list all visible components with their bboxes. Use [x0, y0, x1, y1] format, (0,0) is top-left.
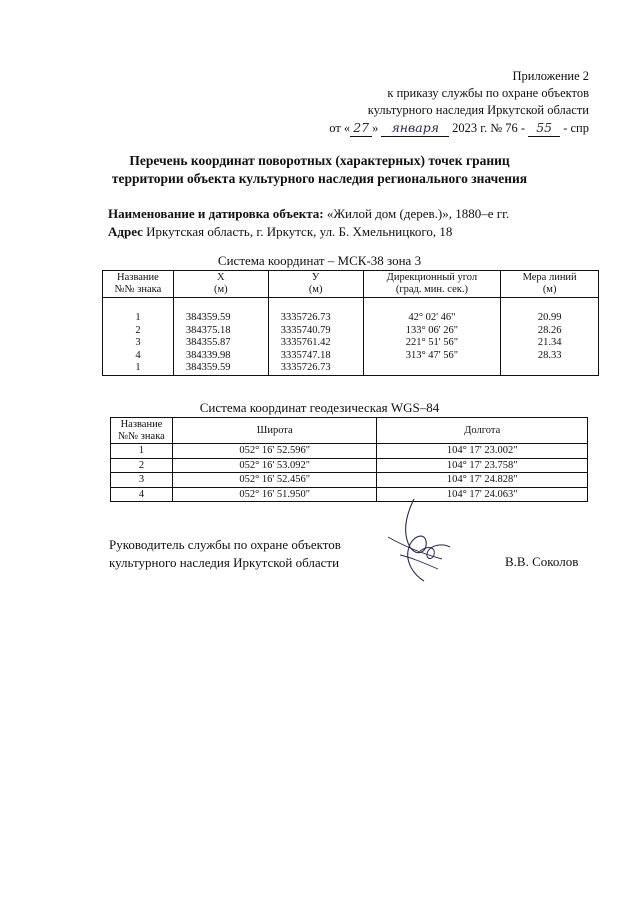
table2-header-latitude: Широта: [172, 418, 377, 444]
signatory-line-1: Руководитель службы по охране объектов: [109, 537, 341, 552]
handwritten-signature: [380, 495, 460, 585]
signatory-position: [109, 536, 341, 572]
title-line-1: Перечень координат поворотных (характерных) точек границ: [129, 153, 510, 168]
date-prefix: от «: [329, 121, 351, 135]
object-address-value: Иркутская область, г. Иркутск, ул. Б. Хмельницкого, 18: [146, 224, 453, 239]
table-row: 1 384359.59 3335726.73: [103, 362, 599, 375]
table1-header-y: У (м): [268, 271, 363, 298]
title-line-2: территории объекта культурного наследия регионального значения: [111, 171, 528, 186]
object-name-row: [108, 205, 509, 223]
object-address-row: [108, 223, 509, 241]
handwritten-month: января: [381, 119, 449, 137]
table-row: 2 052° 16' 53.092" 104° 17' 23.758": [111, 458, 588, 473]
document-title: [0, 152, 639, 188]
number-suffix: - спр: [563, 121, 589, 135]
handwritten-number: 55: [528, 119, 560, 137]
wgs84-coordinates-table: [110, 417, 588, 502]
table-row: 4 052° 16' 51.950" 104° 17' 24.063": [111, 487, 588, 502]
object-address-label: Адрес: [108, 224, 143, 239]
table-row: 3 052° 16' 52.456" 104° 17' 24.828": [111, 473, 588, 488]
object-name-label: Наименование и датировка объекта:: [108, 206, 324, 221]
table2-header-longitude: Долгота: [377, 418, 588, 444]
object-info: [108, 205, 509, 241]
handwritten-day: 27: [350, 119, 372, 137]
table-row: 1 384359.59 3335726.73 42° 02' 46" 20.99: [103, 312, 599, 325]
appendix-label: Приложение 2: [512, 69, 589, 83]
table-row: 3 384355.87 3335761.42 221° 51' 56" 21.34: [103, 337, 599, 350]
object-name-value: «Жилой дом (дерев.)», 1880–е гг.: [326, 206, 510, 221]
date-mid: »: [372, 121, 379, 135]
msk38-coordinates-table: [102, 270, 599, 376]
signatory-name: В.В. Соколов: [505, 554, 579, 569]
signatory-line-2: культурного наследия Иркутской области: [109, 555, 340, 570]
table1-header-x: Х (м): [173, 271, 268, 298]
year-and-number: 2023 г. № 76 -: [452, 121, 526, 135]
table1-header-point: Название №№ знака: [103, 271, 174, 298]
table1-header-row: [103, 271, 599, 298]
table1-caption: Система координат – МСК-38 зона 3: [217, 253, 422, 268]
document-header: [329, 68, 589, 137]
table2-header-row: [111, 418, 588, 444]
table1-spacer-row: [103, 298, 599, 313]
table2-header-point: Название №№ знака: [111, 418, 173, 444]
table1-header-length: Мера линий (м): [501, 271, 599, 298]
order-line: к приказу службы по охране объектов: [387, 86, 589, 100]
table1-header-bearing: Дирекционный угол (град. мин. сек.): [363, 271, 501, 298]
table-row: 2 384375.18 3335740.79 133° 06' 26" 28.26: [103, 325, 599, 338]
table-row: 1 052° 16' 52.596" 104° 17' 23.002": [111, 444, 588, 459]
table-row: 4 384339.98 3335747.18 313° 47' 56" 28.33: [103, 350, 599, 363]
order-date-line: [329, 119, 589, 137]
table2-caption: Система координат геодезическая WGS–84: [199, 400, 440, 415]
authority-line: культурного наследия Иркутской области: [367, 103, 589, 117]
